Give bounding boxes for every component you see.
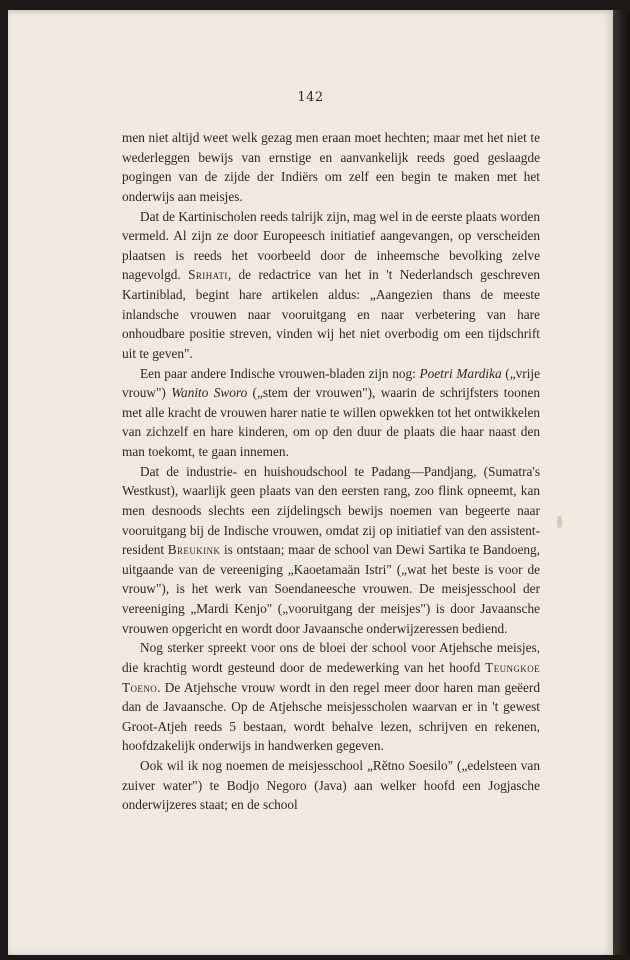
text-run: Dat de Kartinischolen reeds talrijk zijn, mag wel in de eerste plaats worden vermeld. Al zijn ze door Europeesch initiatief aangevangen, op verscheiden plaatsen is reeds het voorbeeld door de inheemsche bevolking zelve nagevolgd.	[122, 208, 540, 283]
paragraph-p4	[122, 462, 540, 639]
page-number: 142	[297, 90, 324, 105]
small-caps-name: Srihati	[188, 267, 228, 283]
paragraph-p6	[122, 756, 540, 815]
text-run: . De Atjehsche vrouw wordt in den regel meer door haren man geëerd dan de Javaansche. Op de Atjehsche meisjesscholen waarvan er in 't gewest Groot-Atjeh reeds 5 bestaan, wordt behalve lezen, schrijven en rekenen, hoofdzakelijk onderwijs in handwerken gegeven.	[122, 679, 540, 754]
text-run: , de redactrice van het in 't Nederlandsch geschreven Kartiniblad, begint hare artikelen aldus: „Aangezien thans de meeste inlandsche vrouwen naar vooruitgang en naar verbetering van hare onhoudbare positie streven, vinden wij het niet overbodig om een tijdschrift uit te geven".	[122, 267, 540, 361]
paragraph-p5	[122, 638, 540, 756]
paragraph-p1	[122, 128, 540, 207]
italic-title: Poetri Mardika	[419, 365, 502, 381]
book-spine-edge	[613, 10, 630, 955]
text-run: Nog sterker spreekt voor ons de bloei der school voor Atjehsche meisjes, die krachtig wordt gesteund door de medewerking van het hoofd	[122, 640, 540, 675]
italic-title: Wanito Sworo	[171, 385, 248, 401]
paragraph-p2	[122, 207, 540, 364]
text-run: men niet altijd weet welk gezag men eraan moet hechten; maar met het niet te wederleggen bewijs van ernstige en aanvankelijk reeds goed geslaagde pogingen van de zijde der Indiërs om zelf een begin te maken met het onderwijs aan meisjes.	[122, 130, 540, 204]
small-caps-name: Teungkoe Toeno	[122, 659, 540, 695]
text-run: Een paar andere Indische vrouwen-bladen zijn nog:	[140, 365, 420, 381]
text-run: Dat de industrie- en huishoudschool te Padang—Pandjang, (Sumatra's Westkust), waarlijk geen plaats van den eersten rang, zoo flink opneemt, kan men desnoods slechts een zijdelingsch bewijs noemen van begeerte naar vooruitgang bij de Indische vrouwen, omdat zij op initiatief van den assistent-resident	[122, 463, 540, 558]
text-run: („stem der vrouwen"), waarin de schrijfsters toonen met alle kracht de vrouwen harer natie te willen opwekken tot het ontwikkelen van zichzelf en hare kinderen, om op den duur de plaats die haar naast den man toekomt, te gaan innemen.	[122, 385, 540, 459]
paper-stain	[557, 516, 562, 528]
text-run: („vrije vrouw")	[122, 365, 541, 401]
body-text	[122, 128, 540, 815]
text-run: is ontstaan; maar de school van Dewi Sartika te Bandoeng, uitgaande van de vereeniging „Kaoetamaän Istri" („wat het beste is voor de vrouw"), is het werk van Soendaneesche vrouwen. De meisjesschool der vereeniging „Mardi Kenjo" („vooruitgang der meisjes") is door Javaansche vrouwen opgericht en wordt door Javaansche onderwijzeressen bediend.	[122, 542, 540, 636]
book-page	[8, 10, 613, 955]
text-run: Ook wil ik nog noemen de meisjesschool „Rĕtno Soesilo" („edelsteen van zuiver water") te Bodjo Negoro (Java) aan welker hoofd een Jogjasche onderwijzeres staat; en de school	[122, 758, 540, 813]
small-caps-name: Breukink	[167, 542, 221, 558]
paragraph-p3	[122, 364, 540, 462]
